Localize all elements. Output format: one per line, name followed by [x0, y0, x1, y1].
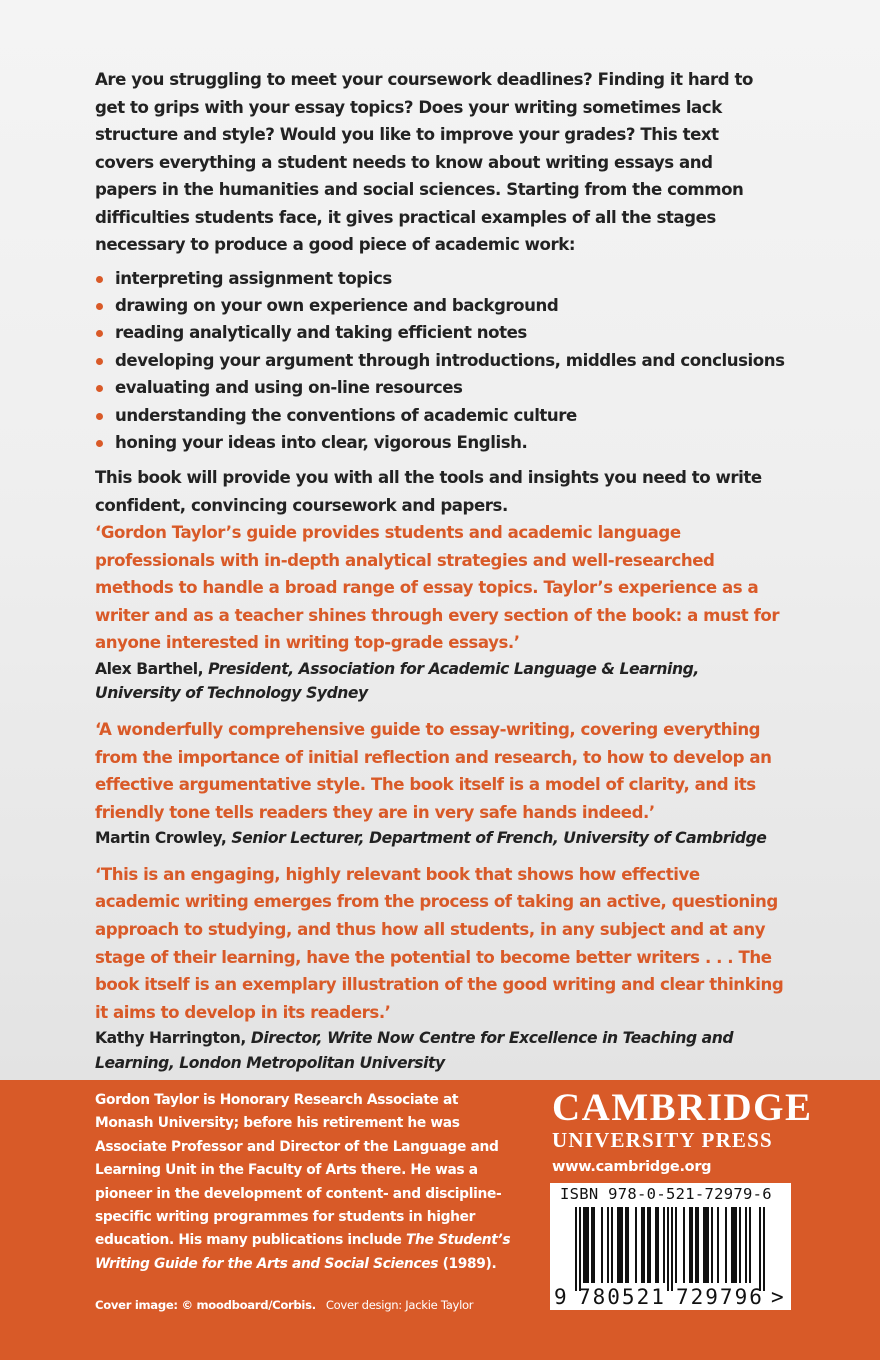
intro-paragraph: Are you struggling to meet your coursework deadlines? Finding it hard to get to grips with your essay topics? Does your writing sometimes lack structure and style? Would you like to improve your grades? This text covers everything a student needs to know about writing essays and papers in the humanities and social sciences. Starting from the common difficulties students face, it gives practical examples of all the stages necessary to produce a good piece of academic work: — [95, 70, 753, 254]
barcode-bar — [593, 1207, 595, 1283]
barcode-bar — [583, 1207, 585, 1283]
closing-paragraph: This book will provide you with all the tools and insights you need to write confident, convincing coursework and papers. — [95, 468, 762, 515]
barcode-bar — [617, 1207, 619, 1283]
author-bio: Gordon Taylor is Honorary Research Associate at Monash University; before his retirement he was Associate Professor and Director of the Language and Learning Unit in the Faculty of Arts there. He was a pioneer in the development of content- and discipline-specific writing programmes for students in higher education. His many publications include The Student’s Writing Guide for the Arts and Social Sciences (1989). — [95, 1092, 511, 1272]
bullet-dot-icon — [96, 330, 103, 337]
endorsement-attribution — [95, 826, 785, 851]
barcode-bar — [585, 1207, 587, 1283]
barcode-bar — [705, 1207, 707, 1283]
barcode-bar — [657, 1207, 659, 1283]
barcode-bar — [635, 1207, 637, 1283]
barcode-bar — [607, 1207, 609, 1283]
barcode-bar — [601, 1207, 603, 1283]
barcode-bar — [587, 1207, 589, 1283]
list-item: developing your argument through introductions, middles and conclusions — [95, 347, 775, 374]
barcode-bar — [591, 1207, 593, 1283]
list-item: drawing on your own experience and background — [95, 292, 775, 319]
barcode-arrow: > — [771, 1285, 784, 1309]
barcode-bar — [579, 1207, 581, 1291]
feature-list — [95, 265, 785, 457]
barcode-bar — [689, 1207, 691, 1283]
endorsement-quote: ‘Gordon Taylor’s guide provides students and academic language professionals with in-depth analytical strategies and well-researched methods to handle a broad range of essay topics. Taylor’s experience as a writer and as a teacher shines through every section of the book: a must for anyone interested in writing top-grade essays.’ — [95, 523, 780, 653]
barcode-bar — [695, 1207, 697, 1283]
barcode-bar — [647, 1207, 649, 1283]
cover-design-credit: Cover design: Jackie Taylor — [325, 1298, 474, 1312]
barcode-right-digits: 729796 — [676, 1285, 764, 1309]
endorser-name: Alex Barthel, — [95, 659, 204, 678]
publisher-url: www.cambridge.org — [552, 1159, 712, 1175]
barcode-bar — [735, 1207, 737, 1283]
barcode-bar — [625, 1207, 627, 1283]
barcode-bar — [739, 1207, 741, 1283]
barcode-bar — [575, 1207, 577, 1291]
cover-credits — [95, 1298, 473, 1312]
bullet-dot-icon — [96, 385, 103, 392]
barcode-bar — [663, 1207, 665, 1283]
barcode-bar — [621, 1207, 623, 1283]
barcode-bar — [667, 1207, 669, 1291]
barcode-bar — [711, 1207, 713, 1283]
isbn-number: ISBN 978-0-521-72979-6 — [560, 1185, 772, 1203]
book-title: The Student’s Writing Guide for the Arts and Social Sciences — [95, 1232, 511, 1272]
barcode-lead-digit: 9 — [554, 1285, 567, 1309]
barcode-bar — [703, 1207, 705, 1283]
barcode-bar — [745, 1207, 747, 1283]
list-item: honing your ideas into clear, vigorous English. — [95, 429, 775, 456]
endorser-role: Director, Write Now Centre for Excellence in Teaching and Learning, London Metropolitan University — [95, 1029, 734, 1072]
list-item: interpreting assignment topics — [95, 265, 775, 292]
barcode-left-digits: 780521 — [578, 1285, 666, 1309]
barcode-bar — [649, 1207, 651, 1283]
publisher-subname: UNIVERSITY PRESS — [552, 1128, 773, 1152]
endorser-role: Senior Lecturer, Department of French, University of Cambridge — [231, 829, 767, 848]
barcode-bar — [749, 1207, 751, 1283]
endorsement-attribution — [95, 657, 785, 706]
barcode-bars — [575, 1207, 765, 1291]
barcode-bar — [691, 1207, 693, 1283]
barcode-bar — [643, 1207, 645, 1283]
endorser-role: President, Association for Academic Language & Learning, University of Technology Sydney — [95, 659, 699, 703]
publisher-name: CAMBRIDGE — [552, 1086, 813, 1129]
bullet-dot-icon — [96, 413, 103, 420]
barcode-bar — [675, 1207, 677, 1283]
list-item: reading analytically and taking efficient notes — [95, 319, 775, 346]
endorsement-quote: ‘A wonderfully comprehensive guide to essay-writing, covering everything from the importance of initial reflection and research, to how to develop an effective argumentative style. The book itself is a model of clarity, and its friendly tone tells readers they are in very safe hands indeed.’ — [95, 719, 772, 822]
endorsements — [95, 519, 785, 1085]
barcode-bar — [697, 1207, 699, 1283]
publisher-logo — [552, 1086, 813, 1178]
barcode-bar — [655, 1207, 657, 1283]
cover-image-credit: Cover image: © moodboard/Corbis. — [95, 1298, 316, 1312]
list-item: evaluating and using on-line resources — [95, 374, 775, 401]
isbn-barcode — [550, 1183, 791, 1310]
barcode-bar — [763, 1207, 765, 1291]
description-block — [95, 66, 785, 519]
barcode-bar — [733, 1207, 735, 1283]
barcode-bar — [731, 1207, 733, 1283]
barcode-bar — [717, 1207, 719, 1283]
bullet-dot-icon — [96, 276, 103, 283]
barcode-bar — [707, 1207, 709, 1283]
bullet-dot-icon — [96, 358, 103, 365]
endorsement-attribution — [95, 1026, 785, 1075]
barcode-bar — [619, 1207, 621, 1283]
barcode-bar — [725, 1207, 727, 1283]
list-item: understanding the conventions of academic culture — [95, 402, 775, 429]
endorser-name: Kathy Harrington, — [95, 1029, 246, 1048]
barcode-bar — [627, 1207, 629, 1283]
bullet-dot-icon — [96, 303, 103, 310]
barcode-bar — [683, 1207, 685, 1283]
barcode-bar — [759, 1207, 761, 1291]
endorser-name: Martin Crowley, — [95, 829, 227, 848]
barcode-bar — [671, 1207, 673, 1291]
endorsement-quote: ‘This is an engaging, highly relevant book that shows how effective academic writing emerges from the process of taking an active, questioning approach to studying, and thus how all students, in any subject and at any stage of their learning, have the potential to become better writers . . . The book itself is an exemplary illustration of the good writing and clear thinking it aims to develop in its readers.’ — [95, 864, 784, 1022]
barcode-bar — [641, 1207, 643, 1283]
barcode-bar — [611, 1207, 613, 1283]
bullet-dot-icon — [96, 440, 103, 447]
